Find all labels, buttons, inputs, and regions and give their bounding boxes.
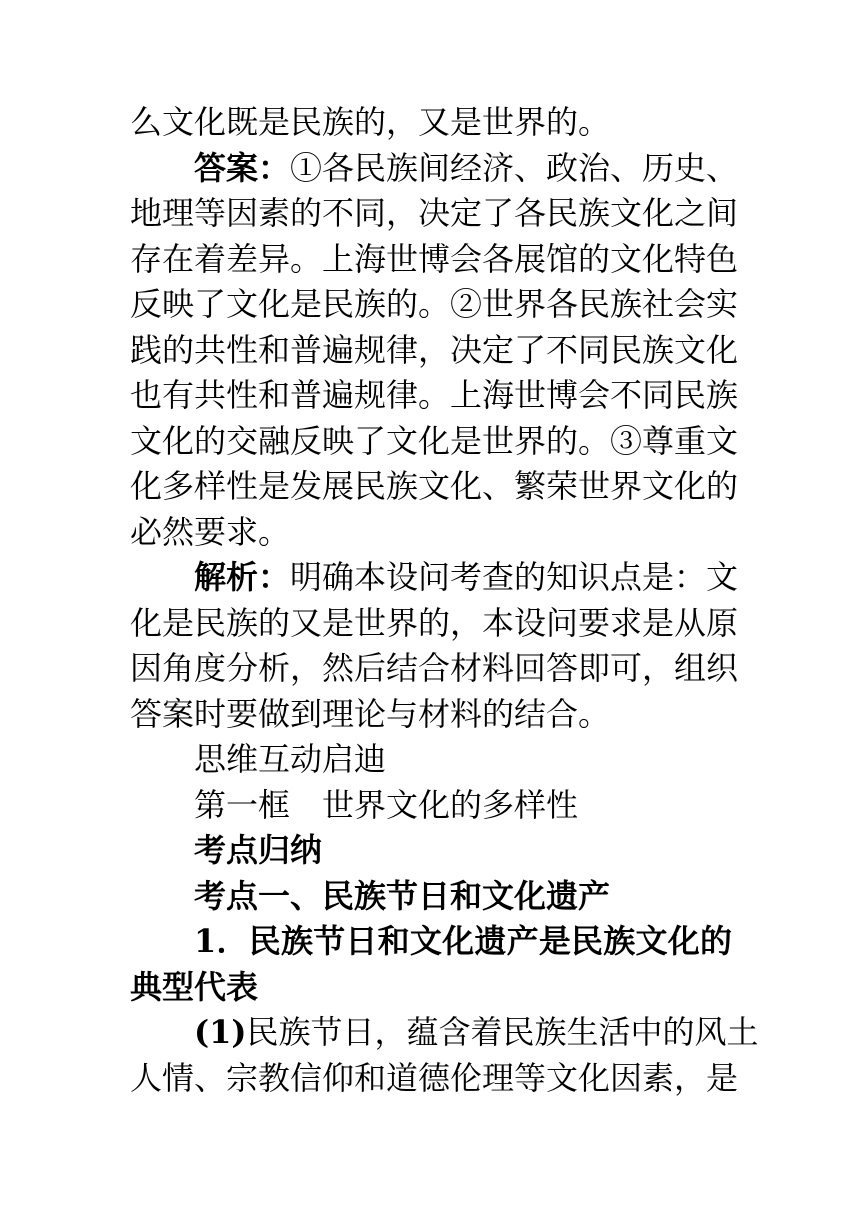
text-line bbox=[130, 100, 732, 146]
text-line bbox=[130, 237, 739, 283]
chapter-heading bbox=[130, 783, 732, 829]
line-text: 化是民族的又是世界的，本设问要求是从原 bbox=[130, 603, 739, 642]
section-heading bbox=[130, 737, 732, 783]
line-text: 文化的交融反映了文化是世界的。③尊重文 bbox=[130, 421, 739, 460]
line-text: 因角度分析，然后结合材料回答即可，组织 bbox=[130, 649, 739, 687]
line-text: 考点一、民族节日和文化遗产 bbox=[194, 876, 611, 915]
subitem-line bbox=[130, 1010, 759, 1056]
line-text: 1．民族节日和文化遗产是民族文化的 bbox=[194, 922, 732, 960]
text-line bbox=[130, 601, 739, 647]
text-line bbox=[130, 646, 739, 692]
line-text: 第一框 世界文化的多样性 bbox=[194, 785, 579, 824]
text-line bbox=[130, 373, 739, 419]
line-text: 人情、宗教信仰和道德伦理等文化因素，是 bbox=[130, 1058, 739, 1097]
text-line bbox=[130, 692, 732, 738]
line-text: 答案时要做到理论与材料的结合。 bbox=[130, 694, 611, 733]
line-text: 明确本设问考查的知识点是：文 bbox=[290, 558, 739, 596]
line-text: 践的共性和普遍规律，决定了不同民族文化 bbox=[130, 330, 739, 369]
analysis-line bbox=[130, 555, 739, 601]
line-text: ①各民族间经济、政治、历史、 bbox=[290, 148, 739, 187]
text-line bbox=[130, 191, 739, 237]
line-text: 必然要求。 bbox=[130, 512, 291, 551]
text-line bbox=[130, 419, 739, 465]
line-text: 民族节日，蕴含着民族生活中的风土 bbox=[246, 1013, 759, 1051]
item-heading bbox=[130, 919, 732, 965]
point-heading bbox=[130, 874, 732, 920]
line-text: 化多样性是发展民族文化、繁荣世界文化的 bbox=[130, 467, 739, 505]
line-text: 典型代表 bbox=[130, 967, 259, 1006]
text-line bbox=[130, 1056, 739, 1102]
text-line bbox=[130, 282, 739, 328]
document-page bbox=[130, 100, 759, 1101]
text-line bbox=[130, 510, 732, 556]
item-heading-continued bbox=[130, 965, 732, 1011]
text-line bbox=[130, 464, 739, 510]
line-text: 存在着差异。上海世博会各展馆的文化特色 bbox=[130, 239, 739, 278]
text-line bbox=[130, 328, 739, 374]
line-text: 考点归纳 bbox=[194, 831, 323, 869]
line-text: 地理等因素的不同，决定了各民族文化之间 bbox=[130, 194, 739, 232]
line-text: 也有共性和普遍规律。上海世博会不同民族 bbox=[130, 376, 739, 414]
line-text: 么文化既是民族的，又是世界的。 bbox=[130, 103, 611, 141]
analysis-label: 解析： bbox=[194, 558, 291, 596]
answer-line bbox=[130, 146, 739, 192]
line-text: 思维互动启迪 bbox=[194, 740, 387, 778]
answer-label: 答案： bbox=[194, 148, 291, 187]
summary-heading bbox=[130, 828, 732, 874]
line-text: 反映了文化是民族的。②世界各民族社会实 bbox=[130, 285, 739, 323]
subitem-number: (1) bbox=[194, 1013, 247, 1051]
